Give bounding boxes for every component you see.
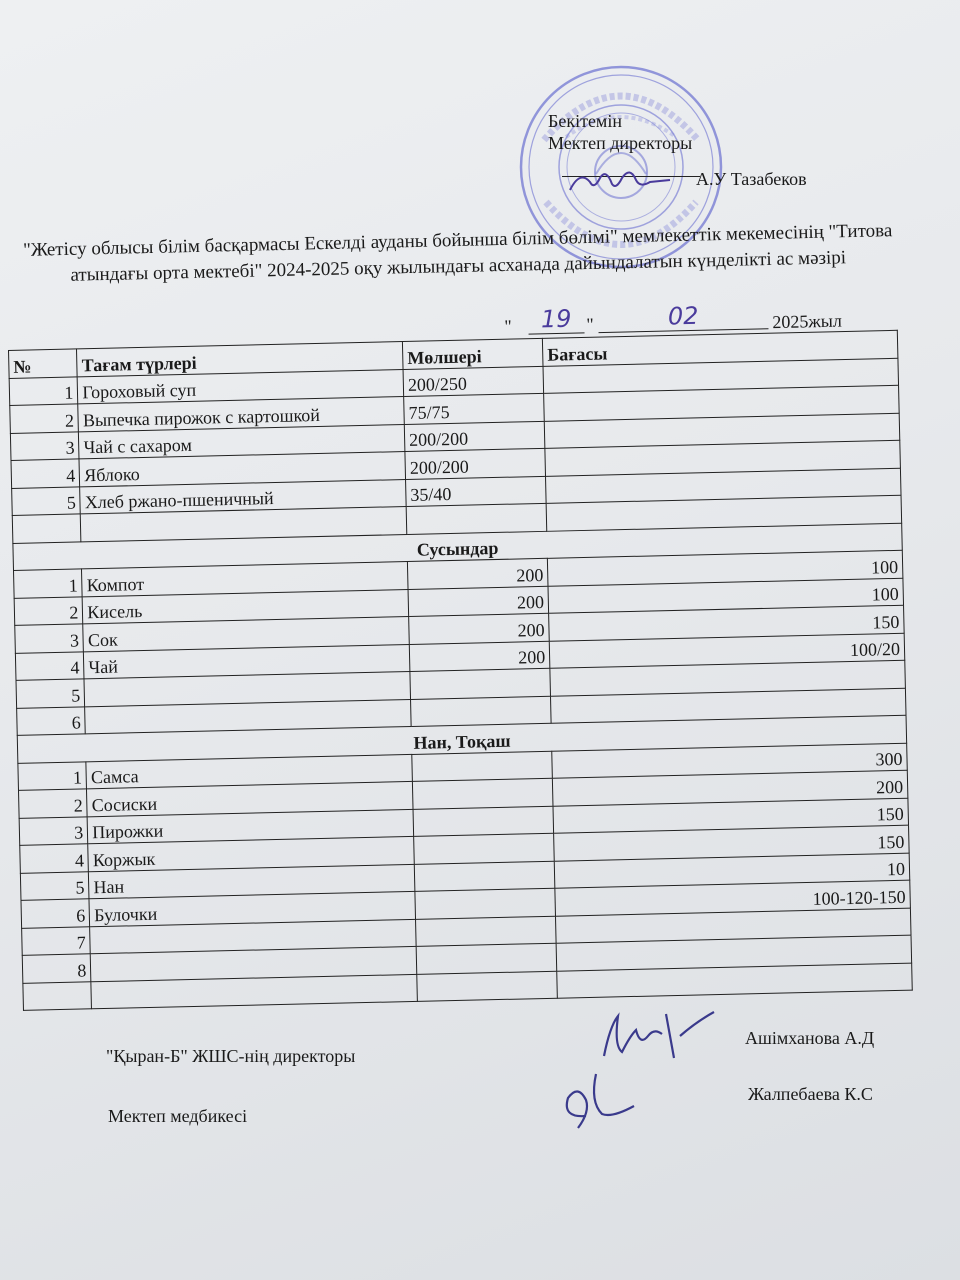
- row-price: 150: [553, 798, 908, 834]
- row-name: Яблоко: [79, 452, 405, 487]
- row-qty: [412, 778, 553, 809]
- signature-line: [562, 176, 700, 177]
- row-qty: [414, 833, 555, 864]
- nurse-name: Жалпебаева К.С: [748, 1084, 873, 1104]
- row-qty: 200/250: [403, 366, 544, 397]
- row-num: 5: [20, 871, 89, 900]
- header-price: Бағасы: [542, 330, 897, 366]
- row-qty: 200: [409, 641, 550, 672]
- row-num: 5: [16, 679, 85, 708]
- empty-cell: [12, 514, 81, 543]
- bakery-section-title: Нан, Тоқаш: [17, 715, 906, 763]
- row-name: Сосиски: [87, 781, 413, 816]
- row-num: 8: [22, 954, 91, 983]
- row-num: 3: [15, 624, 84, 653]
- row-qty: 200: [409, 613, 550, 644]
- supplier-label: "Қыран-Б" ЖШС-нің директоры: [106, 1046, 356, 1066]
- approval-heading: Бекітемін: [548, 111, 622, 131]
- row-price: 150: [549, 605, 904, 641]
- date-month: 02: [598, 300, 769, 333]
- row-name: Нан: [89, 864, 415, 899]
- row-qty: [411, 696, 552, 727]
- row-name: Булочки: [89, 891, 415, 926]
- row-price: 100/20: [549, 633, 904, 669]
- header-name: Тағам түрлері: [77, 342, 403, 377]
- row-price: 300: [552, 743, 907, 779]
- row-qty: 200: [408, 586, 549, 617]
- row-name: Коржык: [88, 836, 414, 871]
- row-qty: [414, 861, 555, 892]
- date-open-quote: ": [504, 316, 512, 337]
- row-name: Пирожки: [87, 809, 413, 844]
- row-name: Сок: [83, 616, 409, 651]
- empty-cell: [406, 503, 547, 534]
- row-price: 100: [548, 578, 903, 614]
- row-qty: [416, 916, 557, 947]
- drinks-section-title: Сусындар: [13, 523, 902, 571]
- approval-position: Мектеп директоры: [548, 133, 693, 153]
- header-qty: Мөлшері: [402, 338, 543, 369]
- row-name: Гороховый суп: [77, 369, 403, 404]
- row-price: 100: [547, 550, 902, 586]
- row-qty: [416, 943, 557, 974]
- row-qty: 200/200: [405, 448, 546, 479]
- nurse-label: Мектеп медбикесі: [108, 1106, 248, 1126]
- row-qty: [415, 888, 556, 919]
- row-num: 2: [18, 789, 87, 818]
- menu-table: [8, 330, 913, 1011]
- row-num: 4: [15, 651, 84, 680]
- row-qty: 200/200: [404, 421, 545, 452]
- row-qty: [410, 668, 551, 699]
- row-qty: 200: [407, 558, 548, 589]
- row-name: Чай с сахаром: [79, 424, 405, 459]
- row-num: 1: [9, 376, 78, 405]
- row-num: 6: [21, 899, 90, 928]
- row-name: Кисель: [82, 589, 408, 624]
- date-year: 2025жыл: [772, 310, 843, 333]
- row-num: 1: [18, 761, 87, 790]
- row-num: 5: [12, 486, 81, 515]
- row-num: 4: [20, 844, 89, 873]
- row-num: 2: [10, 404, 79, 433]
- supplier-name: Ашімханова А.Д: [745, 1028, 875, 1048]
- row-num: 3: [19, 816, 88, 845]
- row-num: 7: [22, 926, 91, 955]
- date-close-quote: ": [586, 314, 594, 335]
- director-name: А.У Тазабеков: [696, 169, 807, 189]
- date-line: [500, 301, 880, 337]
- row-num: 2: [14, 596, 83, 625]
- row-num: 4: [11, 459, 80, 488]
- row-num: 1: [14, 569, 83, 598]
- row-price: 150: [554, 825, 909, 861]
- row-name: Выпечка пирожок с картошкой: [78, 397, 404, 432]
- supplier-signature-icon: [596, 1006, 726, 1066]
- document-title: "Жетісу облысы білім басқармасы Ескелді ауданы бойынша білім бөлімі" мемлекеттік мекемесінің "Титова атындағы орта мектебі" 2024-2025 оқу жылындағы асханада дайындалатын күнделікті ас мәзірі: [22, 220, 893, 286]
- empty-cell: [23, 981, 92, 1010]
- header-num: №: [9, 349, 78, 378]
- row-qty: 35/40: [406, 476, 547, 507]
- row-qty: [413, 806, 554, 837]
- row-qty: [412, 751, 553, 782]
- row-num: 3: [10, 431, 79, 460]
- empty-cell: [417, 971, 558, 1002]
- row-name: Чай: [84, 644, 410, 679]
- approval-block: [548, 110, 807, 189]
- row-qty: 75/75: [404, 393, 545, 424]
- row-name: Компот: [82, 561, 408, 596]
- date-day: 19: [528, 304, 585, 334]
- director-signature-icon: [560, 160, 680, 200]
- row-num: 6: [17, 706, 86, 735]
- row-price: 200: [552, 770, 907, 806]
- nurse-signature-icon: [556, 1066, 646, 1138]
- row-price: 10: [554, 853, 909, 889]
- row-price: 100-120-150: [555, 880, 910, 916]
- row-name: Самса: [86, 754, 412, 789]
- row-name: Хлеб ржано-пшеничный: [80, 479, 406, 514]
